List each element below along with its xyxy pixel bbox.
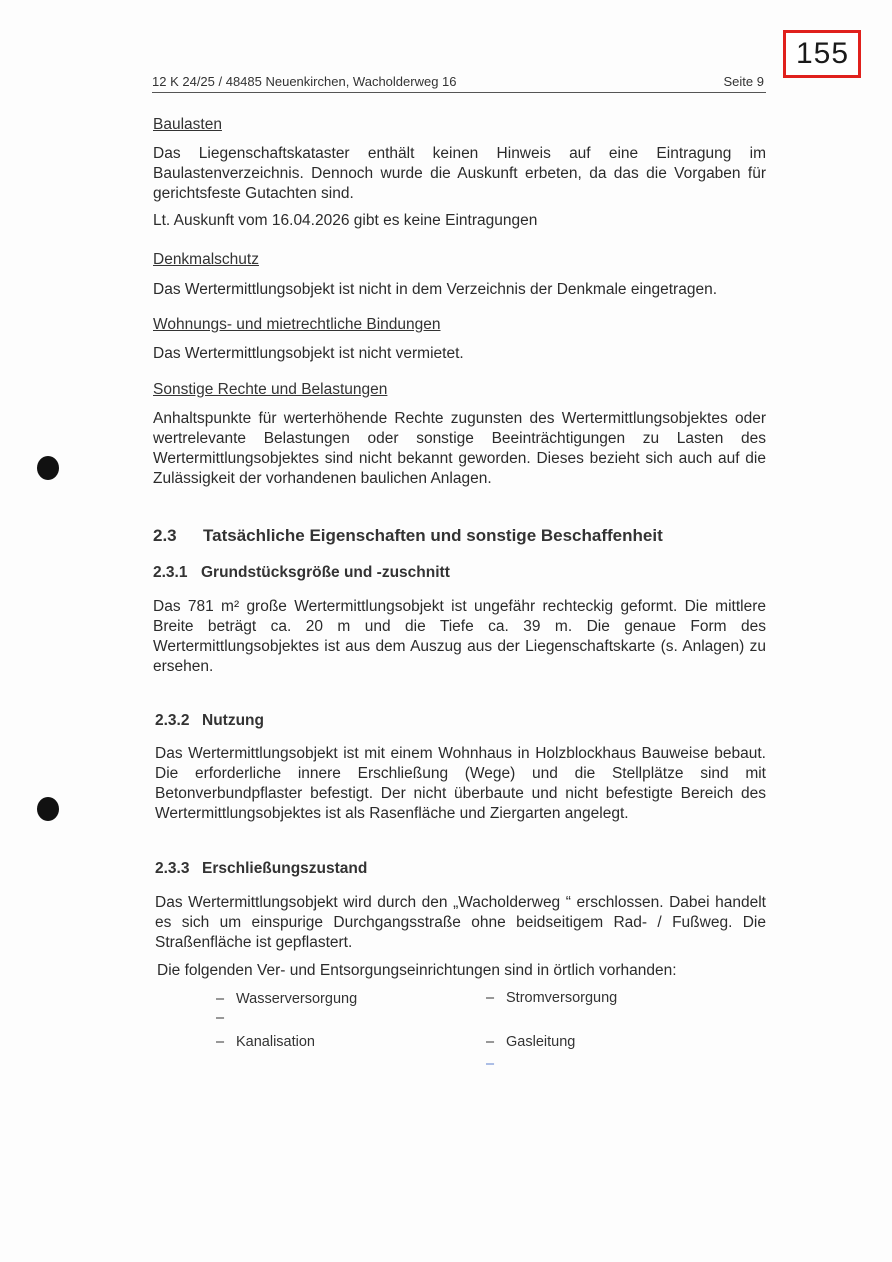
header-page-number: Seite 9	[723, 74, 764, 89]
utility-item	[216, 991, 357, 1007]
running-header	[152, 74, 766, 93]
dash-bullet: –	[216, 1034, 225, 1050]
section-number: 2.3	[153, 526, 177, 545]
section-number: 2.3.2	[155, 712, 190, 729]
utility-item	[486, 990, 617, 1006]
erschliessung-paragraph: Das Wertermittlungsobjekt wird durch den „Wacholderweg “ erschlossen. Dabei handelt es sich um einspurige Durchgangsstraße ohne beidseitigem Rad- / Fußweg. Die Straßenfläche ist gepflastert.	[155, 894, 766, 951]
denkmalschutz-paragraph: Das Wertermittlungsobjekt ist nicht in dem Verzeichnis der Denkmale eingetragen.	[153, 281, 718, 298]
heading-denkmalschutz: Denkmalschutz	[153, 251, 259, 268]
utility-label: Stromversorgung	[506, 990, 618, 1006]
utility-label: Wasserversorgung	[236, 991, 358, 1007]
stamp-number: 155	[796, 37, 850, 70]
dash-bullet: –	[486, 1056, 495, 1072]
utility-empty-item	[486, 1056, 506, 1072]
section-number: 2.3.3	[155, 860, 190, 877]
utility-item	[216, 1034, 315, 1050]
versorgung-intro: Die folgenden Ver- und Entsorgungseinrichtungen sind in örtlich vorhanden:	[157, 962, 677, 979]
utility-label: Kanalisation	[236, 1034, 315, 1050]
section-title: Grundstücksgröße und -zuschnitt	[201, 564, 450, 581]
heading-bindungen: Wohnungs- und mietrechtliche Bindungen	[153, 316, 441, 333]
utility-label: Gasleitung	[506, 1034, 576, 1050]
baulasten-paragraph: Das Liegenschaftskataster enthält keinen Hinweis auf eine Eintragung im Baulastenverzeichnis. Dennoch wurde die Auskunft erbeten, da das die Vorgaben für gerichtsfeste Gutachten sind.	[153, 145, 766, 202]
heading-2-3-1	[153, 564, 450, 582]
section-title: Tatsächliche Eigenschaften und sonstige Beschaffenheit	[203, 526, 663, 545]
heading-2-3-2	[155, 712, 264, 730]
dash-bullet: –	[216, 991, 225, 1007]
bindungen-paragraph: Das Wertermittlungsobjekt ist nicht vermietet.	[153, 345, 464, 362]
utility-item	[486, 1034, 575, 1050]
section-title: Nutzung	[202, 712, 264, 729]
dash-bullet: –	[486, 1034, 495, 1050]
page-stamp	[783, 30, 861, 78]
heading-2-3-3	[155, 860, 367, 878]
dash-bullet: –	[486, 990, 495, 1006]
section-title: Erschließungszustand	[202, 860, 368, 877]
punch-hole-mark	[37, 456, 59, 480]
utility-empty-item	[216, 1010, 236, 1026]
heading-baulasten: Baulasten	[153, 116, 222, 133]
heading-sonstige-rechte: Sonstige Rechte und Belastungen	[153, 381, 388, 398]
dash-bullet: –	[216, 1010, 225, 1026]
sonstige-paragraph: Anhaltspunkte für werterhöhende Rechte zugunsten des Wertermittlungsobjektes oder wertrelevante Belastungen oder sonstige Beeinträchtigungen zu Lasten des Wertermittlungsobjektes sind nicht bekannt geworden. Dieses bezieht sich auch auf die Zulässigkeit der vorhandenen baulichen Anlagen.	[153, 410, 766, 487]
punch-hole-mark	[37, 797, 59, 821]
header-case-reference: 12 K 24/25 / 48485 Neuenkirchen, Wacholderweg 16	[152, 74, 457, 89]
nutzung-paragraph: Das Wertermittlungsobjekt ist mit einem Wohnhaus in Holzblockhaus Bauweise bebaut. Die erforderliche innere Erschließung (Wege) und die Stellplätze sind mit Betonverbundpflaster befestigt. Der nicht überbaute und nicht befestigte Bereich des Wertermittlungsobjektes ist als Rasenfläche und Ziergarten angelegt.	[155, 745, 766, 822]
baulasten-auskunft: Lt. Auskunft vom 16.04.2026 gibt es keine Eintragungen	[153, 212, 538, 229]
heading-2-3	[153, 526, 663, 546]
section-number: 2.3.1	[153, 564, 188, 581]
grundstueck-paragraph: Das 781 m² große Wertermittlungsobjekt ist ungefähr rechteckig geformt. Die mittlere Breite beträgt ca. 20 m und die Tiefe ca. 39 m. Die genaue Form des Wertermittlungsobjektes ist aus dem Auszug aus der Liegenschaftskarte (s. Anlagen) zu ersehen.	[153, 598, 766, 675]
